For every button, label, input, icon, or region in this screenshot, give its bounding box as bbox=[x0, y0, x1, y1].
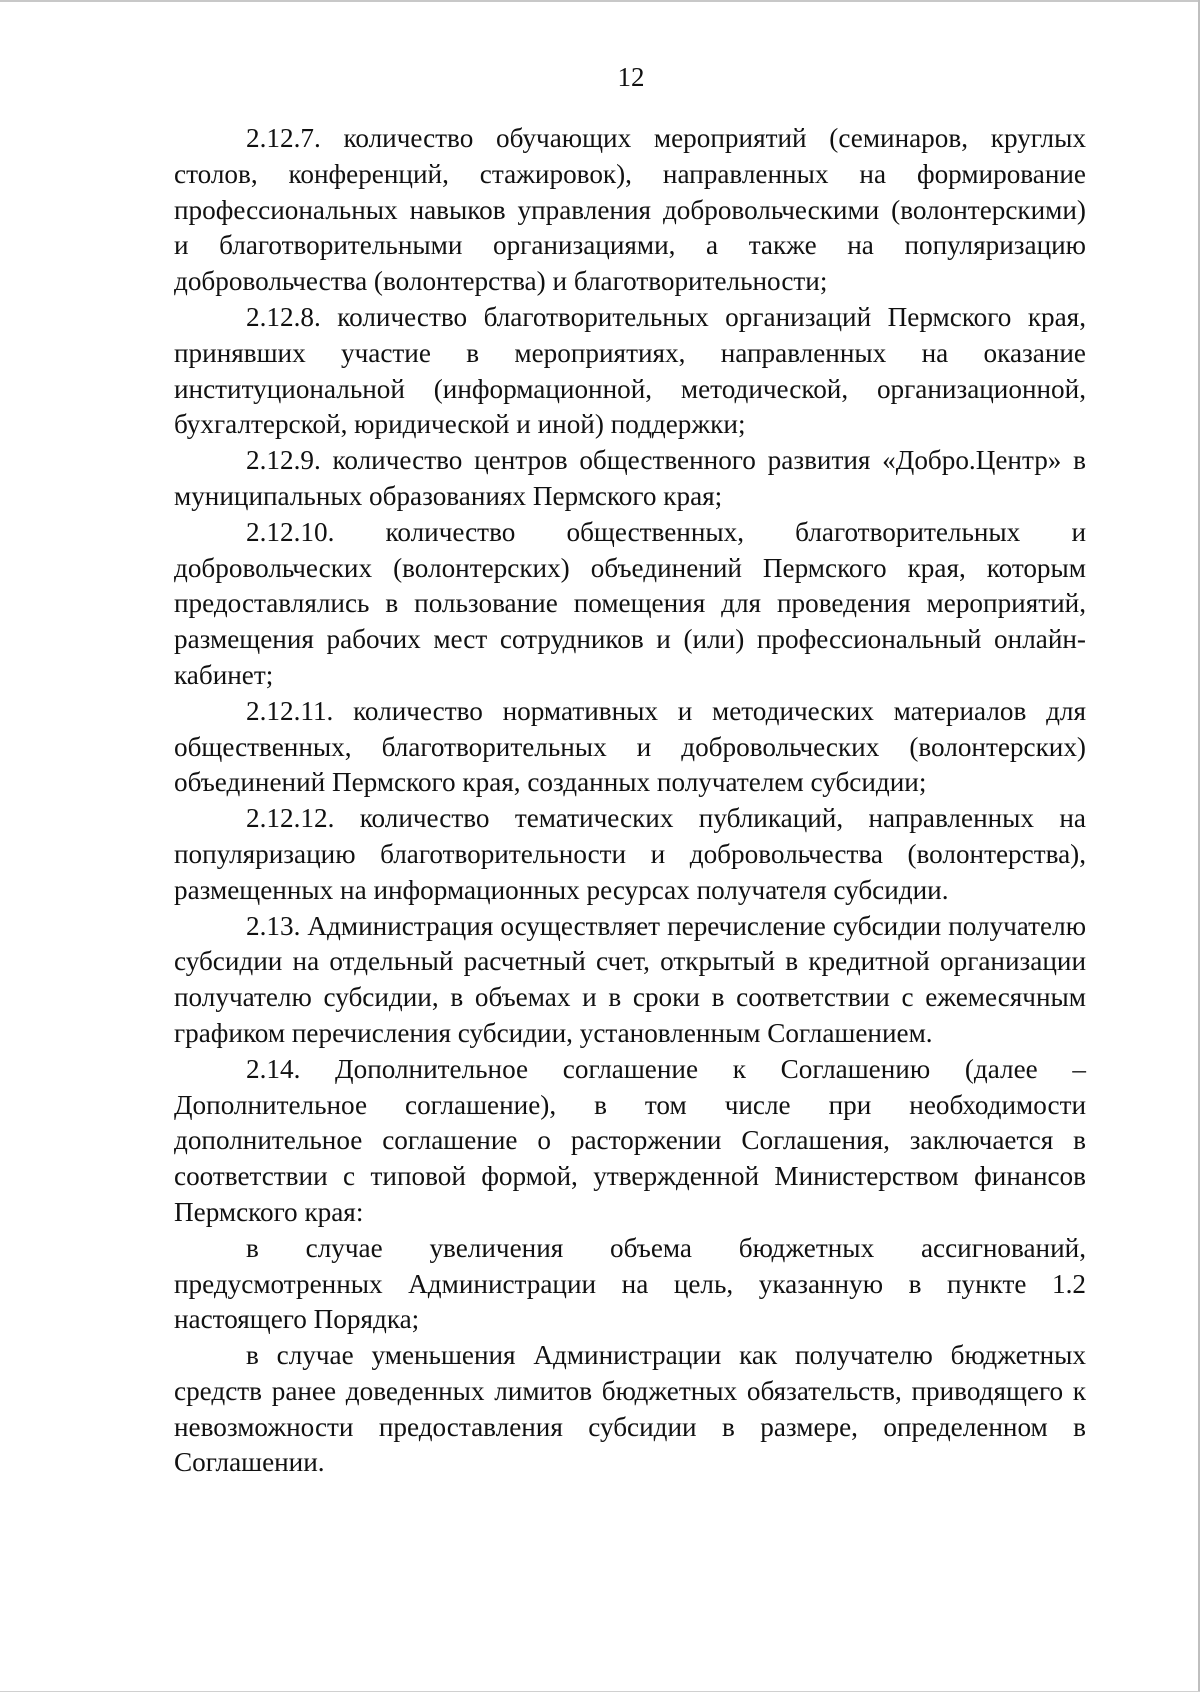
paragraph-2-12-7: 2.12.7. количество обучающих мероприятий (семинаров, круглых столов, конференций, стажировок), направленных на формирование профессиональных навыков управления добровольческими (волонтерскими) и благотворительными организациями, а также на популяризацию добровольчества (волонтерства) и благотворительности; bbox=[174, 123, 1086, 297]
paragraph-2-13: 2.13. Администрация осуществляет перечисление субсидии получателю субсидии на отдельный расчетный счет, открытый в кредитной организации получателю субсидии, в объемах и в сроки в соответствии с ежемесячным графиком перечисления субсидии, установленным Соглашением. bbox=[174, 910, 1086, 1048]
document-body bbox=[174, 121, 1086, 1481]
paragraph-2-12-11: 2.12.11. количество нормативных и методических материалов для общественных, благотворительных и добровольческих (волонтерских) объединений Пермского края, созданных получателем субсидии; bbox=[174, 695, 1086, 798]
paragraph-2-12-10: 2.12.10. количество общественных, благотворительных и добровольческих (волонтерских) объединений Пермского края, которым предоставлялись в пользование помещения для проведения мероприятий, размещения рабочих мест сотрудников и (или) профессиональный онлайн-кабинет; bbox=[174, 516, 1086, 690]
paragraph-2-12-9: 2.12.9. количество центров общественного развития «Добро.Центр» в муниципальных образованиях Пермского края; bbox=[174, 445, 1086, 511]
paragraph-2-12-12: 2.12.12. количество тематических публикаций, направленных на популяризацию благотворительности и добровольчества (волонтерства), размещенных на информационных ресурсах получателя субсидии. bbox=[174, 803, 1086, 905]
page-number: 12 bbox=[617, 62, 645, 92]
paragraph-2-14: 2.14. Дополнительное соглашение к Соглашению (далее – Дополнительное соглашение), в том числе при необходимости дополнительное соглашение о расторжении Соглашения, заключается в соответствии с типовой формой, утвержденной Министерством финансов Пермского края: bbox=[174, 1053, 1086, 1227]
paragraph-2-14-case-decrease: в случае уменьшения Администрации как получателю бюджетных средств ранее доведенных лимитов бюджетных обязательств, приводящего к невозможности предоставления субсидии в размере, определенном в Соглашении. bbox=[174, 1340, 1086, 1478]
paragraph-2-12-8: 2.12.8. количество благотворительных организаций Пермского края, принявших участие в мероприятиях, направленных на оказание институциональной (информационной, методической, организационной, бухгалтерской, юридической и иной) поддержки; bbox=[174, 301, 1086, 440]
paragraph-2-14-case-increase: в случае увеличения объема бюджетных ассигнований, предусмотренных Администрации на цель, указанную в пункте 1.2 настоящего Порядка; bbox=[174, 1232, 1086, 1335]
scan-edge-top bbox=[0, 0, 1200, 2]
